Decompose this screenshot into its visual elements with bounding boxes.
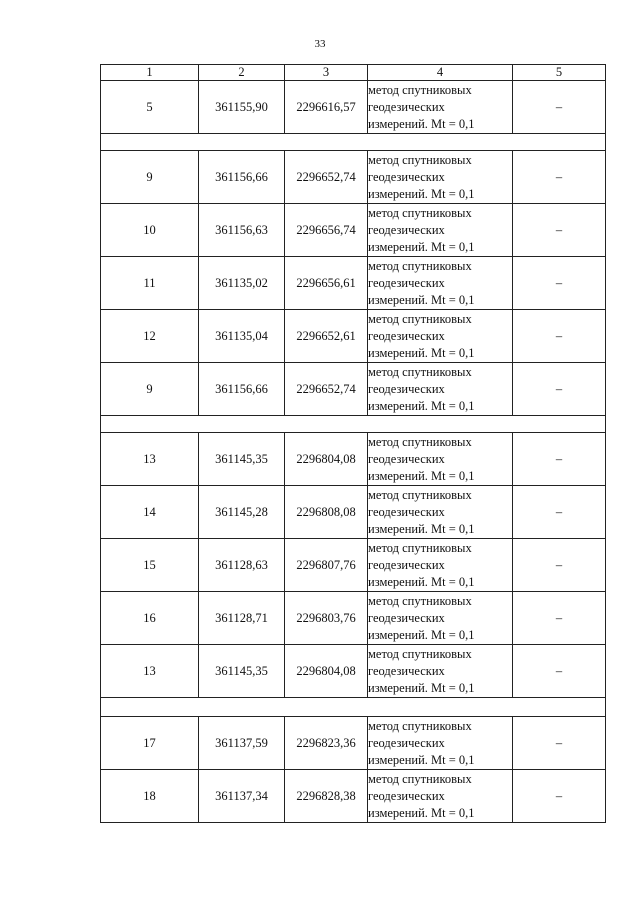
column-header: 5: [513, 65, 606, 81]
method-text-line: измерений. Mt = 0,1: [368, 680, 475, 695]
method-text-line: метод спутниковых: [368, 593, 472, 608]
note-cell: –: [513, 310, 606, 363]
column-header: 2: [199, 65, 285, 81]
method-text-line: геодезических: [368, 169, 445, 184]
method-cell: [368, 310, 513, 363]
column-header: 3: [285, 65, 368, 81]
x-coordinate-cell: 361128,71: [199, 592, 285, 645]
table-row: [101, 645, 606, 698]
method-cell: [368, 81, 513, 134]
column-header: 1: [101, 65, 199, 81]
note-cell: –: [513, 257, 606, 310]
x-coordinate-cell: 361128,63: [199, 539, 285, 592]
x-coordinate-cell: 361135,02: [199, 257, 285, 310]
method-text-line: метод спутниковых: [368, 364, 472, 379]
method-text-line: измерений. Mt = 0,1: [368, 627, 475, 642]
point-number-cell: 13: [101, 645, 199, 698]
table-body: [101, 81, 606, 823]
method-text-line: измерений. Mt = 0,1: [368, 116, 475, 131]
point-number-cell: 10: [101, 204, 199, 257]
method-cell: [368, 717, 513, 770]
note-cell: –: [513, 81, 606, 134]
method-text-line: измерений. Mt = 0,1: [368, 292, 475, 307]
method-text-line: метод спутниковых: [368, 152, 472, 167]
page-number: 33: [314, 38, 326, 50]
method-text-line: измерений. Mt = 0,1: [368, 398, 475, 413]
note-cell: –: [513, 363, 606, 416]
point-number-cell: 5: [101, 81, 199, 134]
group-separator-row: [101, 416, 606, 433]
point-number-cell: 17: [101, 717, 199, 770]
x-coordinate-cell: 361135,04: [199, 310, 285, 363]
y-coordinate-cell: 2296828,38: [285, 770, 368, 823]
table-row: [101, 717, 606, 770]
table-row: [101, 539, 606, 592]
point-number-cell: 16: [101, 592, 199, 645]
y-coordinate-cell: 2296804,08: [285, 433, 368, 486]
method-cell: [368, 204, 513, 257]
point-number-cell: 15: [101, 539, 199, 592]
x-coordinate-cell: 361145,35: [199, 645, 285, 698]
note-cell: –: [513, 539, 606, 592]
x-coordinate-cell: 361155,90: [199, 81, 285, 134]
table-row: [101, 486, 606, 539]
table-row: [101, 592, 606, 645]
note-cell: –: [513, 770, 606, 823]
method-cell: [368, 151, 513, 204]
method-text-line: метод спутниковых: [368, 540, 472, 555]
method-text-line: измерений. Mt = 0,1: [368, 186, 475, 201]
x-coordinate-cell: 361156,66: [199, 363, 285, 416]
method-text-line: геодезических: [368, 222, 445, 237]
y-coordinate-cell: 2296803,76: [285, 592, 368, 645]
note-cell: –: [513, 151, 606, 204]
y-coordinate-cell: 2296652,74: [285, 151, 368, 204]
table-row: [101, 363, 606, 416]
table-header-row: [101, 65, 606, 81]
point-number-cell: 11: [101, 257, 199, 310]
method-text-line: геодезических: [368, 99, 445, 114]
point-number-cell: 13: [101, 433, 199, 486]
table-row: [101, 310, 606, 363]
y-coordinate-cell: 2296616,57: [285, 81, 368, 134]
column-header: 4: [368, 65, 513, 81]
group-separator-cell: [101, 698, 606, 717]
method-text-line: метод спутниковых: [368, 258, 472, 273]
table-row: [101, 151, 606, 204]
method-text-line: геодезических: [368, 275, 445, 290]
x-coordinate-cell: 361137,59: [199, 717, 285, 770]
y-coordinate-cell: 2296656,61: [285, 257, 368, 310]
y-coordinate-cell: 2296808,08: [285, 486, 368, 539]
note-cell: –: [513, 204, 606, 257]
method-cell: [368, 539, 513, 592]
y-coordinate-cell: 2296804,08: [285, 645, 368, 698]
method-text-line: измерений. Mt = 0,1: [368, 752, 475, 767]
y-coordinate-cell: 2296652,61: [285, 310, 368, 363]
note-cell: –: [513, 645, 606, 698]
method-text-line: измерений. Mt = 0,1: [368, 345, 475, 360]
table-row: [101, 257, 606, 310]
method-cell: [368, 645, 513, 698]
group-separator-row: [101, 698, 606, 717]
y-coordinate-cell: 2296807,76: [285, 539, 368, 592]
point-number-cell: 18: [101, 770, 199, 823]
method-text-line: метод спутниковых: [368, 771, 472, 786]
note-cell: –: [513, 717, 606, 770]
point-number-cell: 9: [101, 151, 199, 204]
table-row: [101, 204, 606, 257]
method-text-line: геодезических: [368, 451, 445, 466]
table-row: [101, 81, 606, 134]
method-text-line: измерений. Mt = 0,1: [368, 468, 475, 483]
method-cell: [368, 486, 513, 539]
method-cell: [368, 257, 513, 310]
y-coordinate-cell: 2296823,36: [285, 717, 368, 770]
point-number-cell: 9: [101, 363, 199, 416]
method-text-line: геодезических: [368, 328, 445, 343]
x-coordinate-cell: 361145,35: [199, 433, 285, 486]
method-text-line: измерений. Mt = 0,1: [368, 805, 475, 820]
method-cell: [368, 363, 513, 416]
method-text-line: измерений. Mt = 0,1: [368, 574, 475, 589]
y-coordinate-cell: 2296652,74: [285, 363, 368, 416]
method-text-line: метод спутниковых: [368, 646, 472, 661]
method-text-line: геодезических: [368, 663, 445, 678]
method-text-line: геодезических: [368, 557, 445, 572]
method-cell: [368, 770, 513, 823]
method-cell: [368, 592, 513, 645]
method-text-line: метод спутниковых: [368, 434, 472, 449]
table-row: [101, 433, 606, 486]
method-text-line: геодезических: [368, 610, 445, 625]
method-text-line: метод спутниковых: [368, 82, 472, 97]
method-text-line: измерений. Mt = 0,1: [368, 521, 475, 536]
group-separator-cell: [101, 134, 606, 151]
method-text-line: метод спутниковых: [368, 718, 472, 733]
x-coordinate-cell: 361145,28: [199, 486, 285, 539]
note-cell: –: [513, 433, 606, 486]
note-cell: –: [513, 486, 606, 539]
method-text-line: геодезических: [368, 381, 445, 396]
method-text-line: метод спутниковых: [368, 487, 472, 502]
method-text-line: геодезических: [368, 788, 445, 803]
coordinates-table: [100, 64, 606, 823]
method-text-line: метод спутниковых: [368, 311, 472, 326]
method-text-line: метод спутниковых: [368, 205, 472, 220]
method-text-line: измерений. Mt = 0,1: [368, 239, 475, 254]
method-text-line: геодезических: [368, 735, 445, 750]
point-number-cell: 14: [101, 486, 199, 539]
y-coordinate-cell: 2296656,74: [285, 204, 368, 257]
method-cell: [368, 433, 513, 486]
note-cell: –: [513, 592, 606, 645]
group-separator-row: [101, 134, 606, 151]
point-number-cell: 12: [101, 310, 199, 363]
x-coordinate-cell: 361137,34: [199, 770, 285, 823]
method-text-line: геодезических: [368, 504, 445, 519]
x-coordinate-cell: 361156,63: [199, 204, 285, 257]
group-separator-cell: [101, 416, 606, 433]
x-coordinate-cell: 361156,66: [199, 151, 285, 204]
table-row: [101, 770, 606, 823]
